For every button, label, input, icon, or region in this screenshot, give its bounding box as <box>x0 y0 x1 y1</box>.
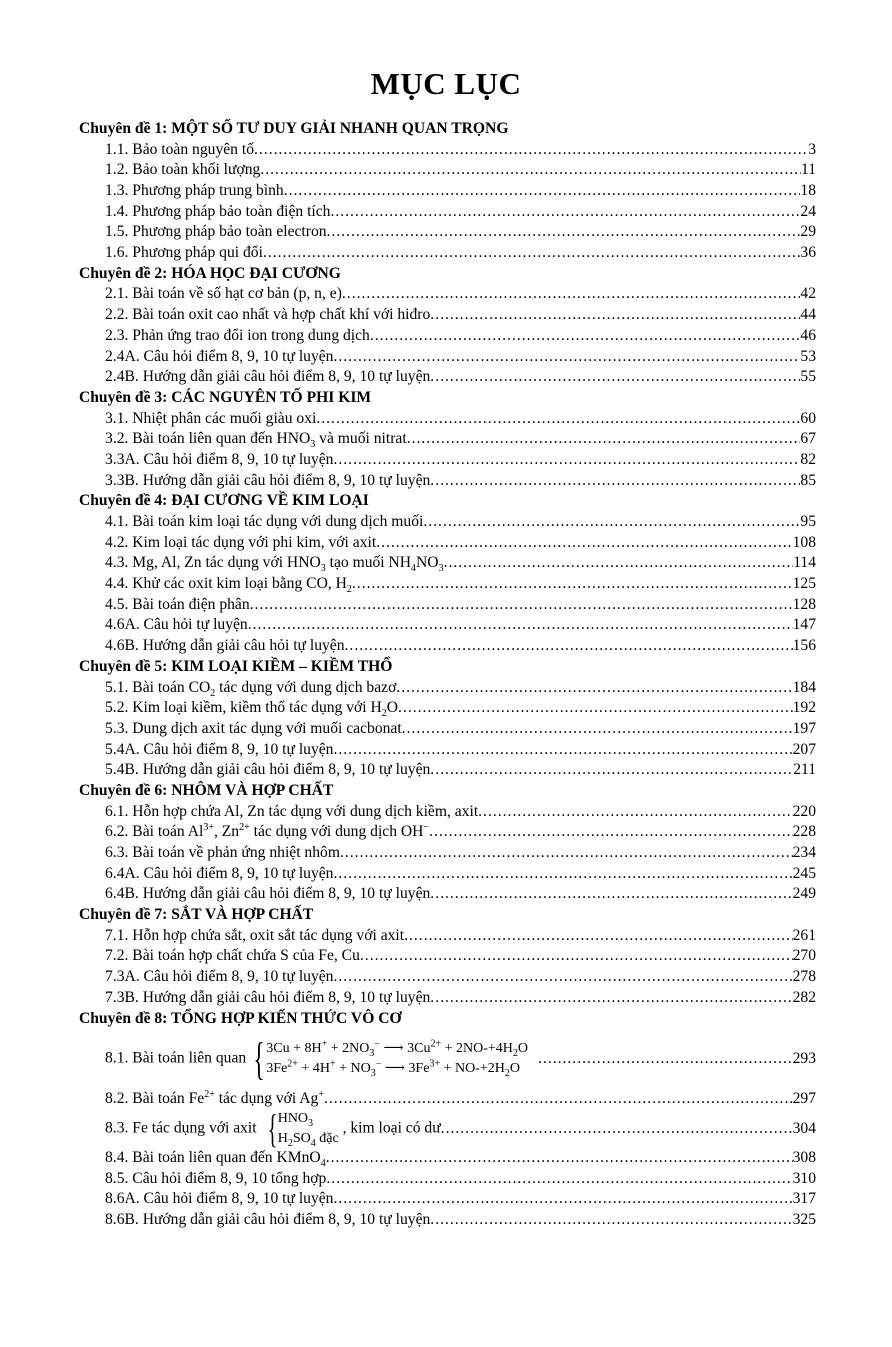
entry-label: 8.6A. Câu hỏi điểm 8, 9, 10 tự luyện <box>105 1190 334 1208</box>
subscript: 2 <box>287 1137 293 1149</box>
entry-label: 4.6B. Hướng dẫn giải câu hỏi tự luyện <box>105 637 345 655</box>
dot-leader <box>376 533 792 554</box>
toc-entry[interactable] <box>79 140 816 161</box>
dot-leader <box>370 326 801 347</box>
page-number: 55 <box>800 368 816 386</box>
dot-leader <box>330 202 800 223</box>
toc-entry[interactable] <box>79 202 816 223</box>
dot-leader <box>327 222 801 243</box>
superscript: 3+ <box>203 822 214 834</box>
dot-leader <box>352 574 793 595</box>
superscript: 2+ <box>239 822 250 834</box>
dot-leader <box>441 1119 793 1140</box>
dot-leader <box>398 698 793 719</box>
entry-label: 3.3A. Câu hỏi điểm 8, 9, 10 tự luyện <box>105 450 334 468</box>
entry-label: 6.3. Bài toán về phản ứng nhiệt nhôm <box>105 844 340 862</box>
superscript: − <box>423 822 430 834</box>
page-number: 114 <box>793 554 816 572</box>
superscript: 2+ <box>204 1089 215 1101</box>
entry-label: 7.2. Bài toán hợp chất chứa S của Fe, Cu <box>105 947 360 965</box>
toc-entry[interactable] <box>79 222 816 243</box>
entry-label: 1.5. Phương pháp bảo toàn electron <box>105 223 327 241</box>
toc-entry[interactable] <box>79 1089 816 1110</box>
entry-label: 1.4. Phương pháp bảo toàn điện tích <box>105 202 331 220</box>
dot-leader <box>430 471 800 492</box>
entry-label: 7.1. Hỗn hợp chứa sắt, oxit sắt tác dụng với axit <box>105 926 405 944</box>
page-number: 44 <box>800 306 816 324</box>
page-number: 60 <box>800 409 816 427</box>
dot-leader <box>360 946 793 967</box>
chapter-heading[interactable]: Chuyên đề 7: SẮT VÀ HỢP CHẤT <box>79 906 314 924</box>
dot-leader <box>430 367 800 388</box>
entry-label: 3.1. Nhiệt phân các muối giàu oxi <box>105 409 317 427</box>
page-number: 108 <box>792 533 816 551</box>
subscript: 2 <box>346 584 352 596</box>
page-number: 207 <box>792 740 816 758</box>
dot-leader <box>326 1148 793 1169</box>
subscript: 2 <box>381 708 387 720</box>
chapter-heading[interactable]: Chuyên đề 3: CÁC NGUYÊN TỐ PHI KIM <box>79 388 372 406</box>
entry-label: 2.4A. Câu hỏi điểm 8, 9, 10 tự luyện <box>105 347 334 365</box>
toc-entry[interactable] <box>79 160 816 181</box>
entry-label: 8.2. Bài toán $Fe^{2+}$ tác dụng với Ag+ <box>105 1089 324 1108</box>
toc-entry[interactable] <box>79 636 816 657</box>
page-number: 85 <box>800 471 816 489</box>
superscript: + <box>321 1038 328 1050</box>
dot-leader <box>260 160 801 181</box>
entry-label: 2.4B. Hướng dẫn giải câu hỏi điểm 8, 9, 10 tự luyện <box>105 368 431 386</box>
dot-leader <box>333 864 792 885</box>
page-number: 245 <box>792 864 816 882</box>
dot-leader <box>342 284 801 305</box>
dot-leader <box>284 181 801 202</box>
page-number: 228 <box>792 823 816 841</box>
superscript: 3+ <box>429 1058 441 1070</box>
page-title: MỤC LỤC <box>370 66 522 101</box>
toc-entry[interactable] <box>79 450 816 471</box>
superscript: − <box>374 1038 381 1050</box>
page-number: 270 <box>792 947 816 965</box>
dot-leader <box>316 409 800 430</box>
dot-leader <box>478 802 792 823</box>
dot-leader <box>326 1169 792 1190</box>
entry-label: 4.5. Bài toán điện phân <box>105 595 250 613</box>
subscript: 3 <box>310 439 316 451</box>
dot-leader <box>333 1189 792 1210</box>
page-number: 42 <box>800 285 816 303</box>
entry-label: 4.3. Mg, Al, Zn tác dụng với $HNO_3$ tạo muối $NH_4NO_3$ <box>105 554 444 575</box>
subscript: 3 <box>438 563 444 575</box>
toc-entry[interactable] <box>79 1105 816 1151</box>
dot-leader <box>340 843 793 864</box>
page-number: 36 <box>800 244 816 262</box>
entry-label: 7.3B. Hướng dẫn giải câu hỏi điểm 8, 9, 10 tự luyện <box>105 988 431 1006</box>
entry-label: 3.2. Bài toán liên quan đến $HNO_3$ và muối nitrat <box>105 430 407 451</box>
dot-leader <box>333 450 800 471</box>
page-number: 297 <box>792 1090 816 1108</box>
entry-label: 8.4. Bài toán liên quan đến KMnO$_4$ <box>105 1148 326 1170</box>
entry-label: 5.4B. Hướng dẫn giải câu hỏi điểm 8, 9, 10 tự luyện <box>105 761 431 779</box>
page-number: 220 <box>792 802 816 820</box>
toc-entry[interactable] <box>79 843 816 864</box>
page-number: 128 <box>792 595 816 613</box>
toc-entry[interactable] <box>79 740 816 761</box>
page-number: 67 <box>800 430 816 448</box>
subscript: 4 <box>320 1158 326 1170</box>
equation-system <box>263 1105 339 1151</box>
subscript: 3 <box>320 563 326 575</box>
dot-leader <box>324 1089 793 1110</box>
superscript: − <box>375 1058 382 1070</box>
toc-entry[interactable] <box>79 285 816 306</box>
chapter-heading[interactable]: Chuyên đề 6: NHÔM VÀ HỢP CHẤT <box>79 782 334 799</box>
entry-label: 8.1. Bài toán liên quan { $3Cu + 8H^+ + 2NO_3^-$ ⟶ $3Cu^{2+} + 2NO-+4H_2O$ $3Fe^{2+} + 4H^+ + NO_3^-$ ⟶ $3Fe^{3+} + NO-+2H_2O$ <box>105 1033 529 1085</box>
entry-label: 2.3. Phản ứng trao đổi ion trong dung dịch <box>105 326 370 344</box>
toc-entry[interactable] <box>79 512 816 533</box>
page-number: 234 <box>792 844 816 862</box>
subscript: 4 <box>411 563 417 575</box>
entry-label: 8.3. Fe tác dụng với axit { $HNO_3$ $H_2SO_4$ đặc , kim loại có dư <box>105 1105 441 1151</box>
chapter-heading[interactable]: Chuyên đề 8: TỔNG HỢP KIẾN THỨC VÔ CƠ <box>79 1009 402 1027</box>
chapter-heading[interactable]: Chuyên đề 2: HÓA HỌC ĐẠI CƯƠNG <box>79 264 341 282</box>
superscript: 2+ <box>430 1038 442 1050</box>
dot-leader <box>254 140 808 161</box>
entry-label: 1.6. Phương pháp qui đổi <box>105 244 263 262</box>
page-number: 310 <box>792 1169 816 1187</box>
dot-leader <box>333 347 800 368</box>
dot-leader <box>430 884 792 905</box>
entry-label: 6.4B. Hướng dẫn giải câu hỏi điểm 8, 9, 10 tự luyện <box>105 885 431 903</box>
page-number: 147 <box>792 616 816 634</box>
equation-system <box>248 1033 529 1085</box>
equation-line: $H_2SO_4$ đặc <box>277 1130 339 1149</box>
toc-entry[interactable] <box>79 471 816 492</box>
dot-leader <box>333 740 792 761</box>
subscript: 3 <box>369 1048 375 1060</box>
page-number: 278 <box>792 968 816 986</box>
page-number: 53 <box>800 347 816 365</box>
toc-entry[interactable] <box>79 698 816 719</box>
superscript: + <box>318 1089 324 1101</box>
dot-leader <box>407 429 801 450</box>
page-number: 82 <box>800 450 816 468</box>
subscript: 2 <box>210 687 216 699</box>
page-number: 95 <box>800 513 816 531</box>
page-number: 156 <box>792 637 816 655</box>
page-number: 282 <box>792 988 816 1006</box>
equation-lines <box>266 1039 528 1079</box>
toc-entry[interactable] <box>79 988 816 1009</box>
entry-label: 4.1. Bài toán kim loại tác dụng với dung dịch muối <box>105 513 424 531</box>
dot-leader <box>345 636 793 657</box>
page-number: 125 <box>792 575 816 593</box>
page-number: 211 <box>793 761 816 779</box>
toc-entry[interactable] <box>79 181 816 202</box>
chapter-heading[interactable]: Chuyên đề 1: MỘT SỐ TƯ DUY GIẢI NHANH QUAN TRỌNG <box>79 120 509 137</box>
toc-entry[interactable] <box>79 926 816 947</box>
toc-entry[interactable] <box>79 802 816 823</box>
entry-label: 5.4A. Câu hỏi điểm 8, 9, 10 tự luyện <box>105 740 334 758</box>
subscript: 2 <box>512 1048 518 1060</box>
toc-entry[interactable] <box>79 347 816 368</box>
page-number: 24 <box>800 202 816 220</box>
entry-label: 3.3B. Hướng dẫn giải câu hỏi điểm 8, 9, 10 tự luyện <box>105 471 431 489</box>
page-number: 46 <box>800 326 816 344</box>
entry-label: 1.3. Phương pháp trung bình <box>105 182 284 200</box>
dot-leader <box>430 988 792 1009</box>
toc-entry[interactable] <box>79 822 816 843</box>
toc-entry[interactable] <box>79 326 816 347</box>
dot-leader <box>402 719 793 740</box>
entry-label: 2.2. Bài toán oxit cao nhất và hợp chất khí với hiđro <box>105 306 431 324</box>
entry-label: 8.5. Câu hỏi điểm 8, 9, 10 tổng hợp <box>105 1169 327 1187</box>
left-brace-icon: { <box>267 1105 277 1151</box>
left-brace-icon: { <box>253 1033 265 1085</box>
entry-label: 8.6B. Hướng dẫn giải câu hỏi điểm 8, 9, 10 tự luyện <box>105 1210 431 1228</box>
toc-entry[interactable] <box>79 1169 816 1190</box>
toc-entry[interactable] <box>79 1029 816 1089</box>
entry-label: 1.1. Bảo toàn nguyên tố <box>105 140 254 158</box>
superscript: + <box>329 1058 336 1070</box>
chapter-heading[interactable]: Chuyên đề 4: ĐẠI CƯƠNG VỀ KIM LOẠI <box>79 492 369 510</box>
toc-entry[interactable] <box>79 967 816 988</box>
entry-label: 5.1. Bài toán $CO_2$ tác dụng với dung dịch bazơ <box>105 678 397 699</box>
entry-label: 6.4A. Câu hỏi điểm 8, 9, 10 tự luyện <box>105 864 334 882</box>
page-number: 3 <box>808 140 816 158</box>
dot-leader <box>404 926 793 947</box>
toc-entry[interactable] <box>79 760 816 781</box>
dot-leader <box>538 1049 793 1070</box>
page-number: 261 <box>792 926 816 944</box>
equation-lines <box>278 1109 339 1149</box>
page-number: 29 <box>800 223 816 241</box>
dot-leader <box>444 553 794 574</box>
toc-entry[interactable] <box>79 1148 816 1169</box>
page-number: 325 <box>792 1210 816 1228</box>
dot-leader <box>396 678 792 699</box>
dot-leader <box>430 760 793 781</box>
entry-label: 4.4. Khử các oxit kim loại bằng CO, $H_2$ <box>105 575 352 596</box>
entry-label: 5.2. Kim loại kiềm, kiềm thổ tác dụng với $H_2O$ <box>105 699 399 720</box>
page-number: 304 <box>792 1119 816 1137</box>
toc-entry[interactable] <box>79 947 816 968</box>
equation-line: $3Fe^{2+} + 4H^+ + NO_3^-$ ⟶ $3Fe^{3+} + NO-+2H_2O$ <box>266 1058 520 1080</box>
entry-label: 4.2. Kim loại tác dụng với phi kim, với axit <box>105 533 377 551</box>
toc-entry[interactable] <box>79 574 816 595</box>
page-number: 184 <box>792 678 816 696</box>
page-number: 192 <box>792 699 816 717</box>
toc-entry[interactable] <box>79 243 816 264</box>
toc-entry[interactable] <box>79 429 816 450</box>
toc-entry[interactable] <box>79 1189 816 1210</box>
entry-label: 6.2. Bài toán $Al^{3+}$, $Zn^{2+}$ tác dụng với dung dịch OH− <box>105 822 430 841</box>
page-number: 308 <box>792 1148 816 1166</box>
entry-label: 1.2. Bảo toàn khối lượng <box>105 161 261 179</box>
subscript: 3 <box>308 1117 314 1129</box>
equation-line: $3Cu + 8H^+ + 2NO_3^-$ ⟶ $3Cu^{2+} + 2NO-+4H_2O$ <box>266 1038 529 1060</box>
entry-label: 6.1. Hỗn hợp chứa Al, Zn tác dụng với dung dịch kiềm, axit <box>105 802 479 820</box>
dot-leader <box>429 822 793 843</box>
toc-entry[interactable] <box>79 884 816 905</box>
toc-entry[interactable] <box>79 616 816 637</box>
page-number: 197 <box>792 719 816 737</box>
subscript: 4 <box>310 1137 316 1149</box>
entry-label: 7.3A. Câu hỏi điểm 8, 9, 10 tự luyện <box>105 968 334 986</box>
dot-leader <box>430 1210 792 1231</box>
chapter-heading[interactable]: Chuyên đề 5: KIM LOẠI KIỀM – KIỀM THỔ <box>79 657 393 675</box>
equation-line: $HNO_3$ <box>277 1110 314 1129</box>
toc-entry[interactable] <box>79 553 816 574</box>
toc-entry[interactable] <box>79 1210 816 1231</box>
toc-entry[interactable] <box>79 719 816 740</box>
subscript: 3 <box>370 1068 376 1080</box>
dot-leader <box>250 595 793 616</box>
page-number: 18 <box>800 182 816 200</box>
dot-leader <box>423 512 800 533</box>
table-of-contents <box>79 119 816 1231</box>
entry-label: 4.6A. Câu hỏi tự luyện <box>105 616 248 634</box>
toc-entry[interactable] <box>79 533 816 554</box>
toc-entry[interactable] <box>79 864 816 885</box>
page-number: 293 <box>792 1049 816 1067</box>
entry-label: 5.3. Dung dịch axit tác dụng với muối cacbonat <box>105 719 402 737</box>
toc-entry[interactable] <box>79 595 816 616</box>
page-number: 249 <box>792 885 816 903</box>
toc-entry[interactable] <box>79 678 816 699</box>
dot-leader <box>248 615 793 636</box>
dot-leader <box>263 243 800 264</box>
superscript: 2+ <box>287 1058 298 1070</box>
page-number: 11 <box>800 161 816 179</box>
subscript: 2 <box>504 1068 510 1080</box>
entry-label: 2.1. Bài toán về số hạt cơ bản (p, n, e) <box>105 285 342 303</box>
toc-entry[interactable] <box>79 367 816 388</box>
dot-leader <box>333 967 792 988</box>
page-number: 317 <box>792 1190 816 1208</box>
dot-leader <box>430 305 800 326</box>
toc-entry[interactable] <box>79 305 816 326</box>
toc-entry[interactable] <box>79 409 816 430</box>
